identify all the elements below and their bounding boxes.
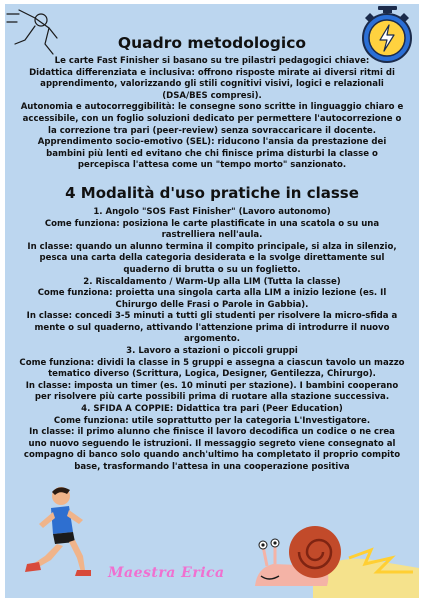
document-content [19,34,405,474]
mode-heading: 3. Lavoro a stazioni o piccoli gruppi [126,346,298,357]
mode-paragraph: Come funziona: proietta una singola carta alla LIM a inizio lezione (es. Il Chirurgo delle Frasi o Parole in Gabbia). [37,288,387,310]
intro-paragraph: Autonomia e autocorreggibilità: le consegne sono scritte in linguaggio chiaro e accessibile, con un foglio soluzioni dedicato per permettere l'autocorrezione o la correzione tra pari (peer-review) senza sovraccaricare il docente. [20,102,404,136]
mode-paragraph: Come funziona: utile soprattutto per la categoria L'Investigatore. [53,415,371,426]
author-signature: Maestra Erica [108,565,225,581]
mode-heading: 2. Riscaldamento / Warm-Up alla LIM (Tutta la classe) [83,276,341,287]
mode-paragraph: In classe: concedi 3-5 minuti a tutti gli studenti per risolvere la micro-sfida a mente o sul quaderno, attivando l'attenzione prima di introdurre il nuovo argomento. [26,311,398,345]
snail-illustration [253,502,419,598]
page-title: Quadro metodologico [117,34,307,52]
mode-paragraph: In classe: imposta un timer (es. 10 minuti per stazione). I bambini cooperano per risolvere più carte possibili prima di ruotare alla stazione successiva. [25,380,399,403]
mode-paragraph: Come funziona: dividi la classe in 5 gruppi e assegna a ciascun tavolo un mazzo tematico diverso (Scrittura, Logica, Designer, Gentilezza, Chirurgo). [19,357,405,380]
intro-paragraph: Apprendimento socio-emotivo (SEL): riducono l'ansia da prestazione dei bambini più lenti ed evitano che chi finisce prima disturbi la classe o percepisca l'attesa come un "tempo morto" sanzionato. [37,137,387,171]
intro-paragraph: Le carte Fast Finisher si basano su tre pilastri pedagogici chiave: [54,56,370,66]
mode-paragraph: In classe: quando un alunno termina il compito principale, si alza in silenzio, pesca una carta della categoria desiderata e la svolge direttamente sul quaderno di brutta o su un foglietto. [27,241,397,275]
section-title: 4 Modalità d'uso pratiche in classe [65,183,359,202]
mode-paragraph: In classe: il primo alunno che finisce il lavoro decodifica un codice o ne crea uno nuovo seguendo le istruzioni. Il messaggio segreto viene consegnato al compagno di banco solo quando anch'ultimo ha completato il proprio compito base, trasformando l'attesa in una cooperazione positiva [23,427,401,472]
running-boy-illustration [15,484,95,580]
mode-heading: 1. Angolo "SOS Fast Finisher" (Lavoro autonomo) [93,206,331,217]
mode-paragraph: Come funziona: posiziona le carte plastificate in una scatola o su una rastrelliera nell'aula. [44,218,380,241]
intro-paragraph: Didattica differenziata e inclusiva: offrono risposte mirate ai diversi ritmi di apprendimento, valorizzando gli stili cognitivi visivi, logici e relazionali (DSA/BES compresi). [29,67,395,101]
document-page [5,4,419,598]
mode-heading: 4. SFIDA A COPPIE: Didattica tra pari (Peer Education) [81,404,343,415]
